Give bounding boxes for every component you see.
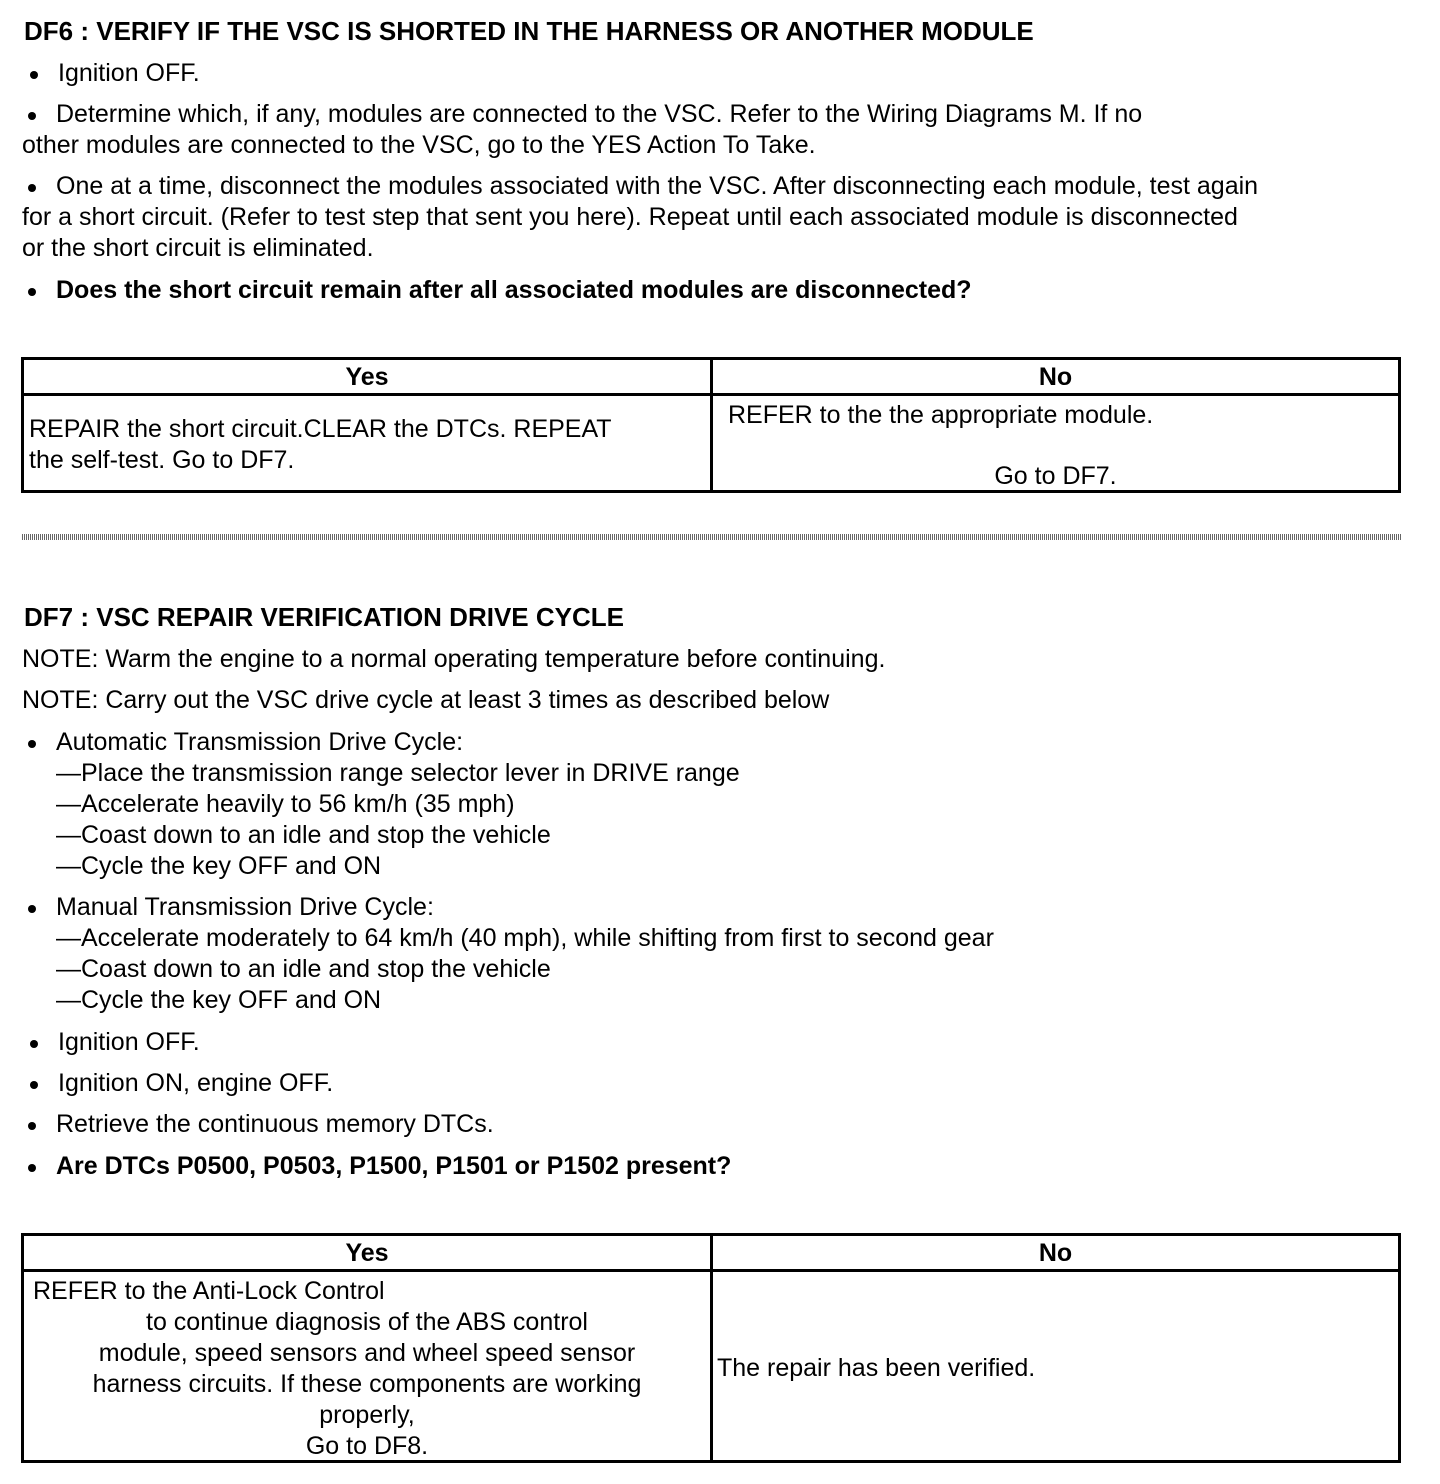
df7-yes-text-l5: properly, [319, 1401, 415, 1429]
df7-bullet-retrieve-dtcs: Retrieve the continuous memory DTCs. [56, 1110, 494, 1138]
df7-auto-step-3: —Coast down to an idle and stop the vehicle [56, 821, 551, 849]
df6-no-text-l2: Go to DF7. [994, 462, 1117, 490]
df7-manual-title: Manual Transmission Drive Cycle: [56, 893, 434, 921]
df7-no-text: The repair has been verified. [717, 1354, 1036, 1382]
df6-yes-text-l1: REPAIR the short circuit.CLEAR the DTCs. REPEAT [29, 415, 612, 443]
df6-question: Does the short circuit remain after all associated modules are disconnected? [56, 276, 972, 304]
df7-manual-step-2: —Coast down to an idle and stop the vehicle [56, 955, 551, 983]
df7-yes-text-l6: Go to DF8. [305, 1432, 429, 1460]
df7-question: Are DTCs P0500, P0503, P1500, P1501 or P1502 present? [56, 1152, 732, 1180]
df6-title: DF6 : VERIFY IF THE VSC IS SHORTED IN THE HARNESS OR ANOTHER MODULE [24, 16, 1034, 46]
df6-bullet-disconnect-l3: or the short circuit is eliminated. [22, 234, 374, 262]
df6-bullet-ignition-off: Ignition OFF. [58, 59, 200, 87]
df7-auto-step-1: —Place the transmission range selector lever in DRIVE range [56, 759, 740, 787]
df7-yes-text-l2: to continue diagnosis of the ABS control [146, 1308, 588, 1336]
df6-bullet-determine-l2: other modules are connected to the VSC, go to the YES Action To Take. [22, 131, 816, 159]
section-divider [22, 534, 1402, 540]
df7-note-warm-engine: NOTE: Warm the engine to a normal operating temperature before continuing. [22, 645, 886, 673]
df7-title: DF7 : VSC REPAIR VERIFICATION DRIVE CYCLE [24, 602, 624, 632]
df6-bullet-disconnect-l2: for a short circuit. (Refer to test step that sent you here). Repeat until each associated module is disconnected [22, 203, 1238, 231]
df7-manual-step-3: —Cycle the key OFF and ON [56, 986, 382, 1014]
df7-no-header: No [1038, 1239, 1073, 1267]
df6-yes-text-l2: the self-test. Go to DF7. [29, 446, 295, 474]
df7-yes-text-l3: module, speed sensors and wheel speed sensor [98, 1339, 636, 1367]
df6-no-header: No [1038, 363, 1073, 391]
df7-bullet-ignition-on: Ignition ON, engine OFF. [58, 1069, 334, 1097]
df7-yes-text-l4: harness circuits. If these components are working [92, 1370, 642, 1398]
df7-auto-step-2: —Accelerate heavily to 56 km/h (35 mph) [56, 790, 515, 818]
df7-bullet-ignition-off: Ignition OFF. [58, 1028, 200, 1056]
df7-note-drive-cycle: NOTE: Carry out the VSC drive cycle at least 3 times as described below [22, 686, 830, 714]
df7-yes-header: Yes [345, 1239, 389, 1267]
df7-yes-text-l1: REFER to the Anti-Lock Control [33, 1277, 385, 1305]
df7-action-table [21, 1233, 1401, 1463]
df7-auto-step-4: —Cycle the key OFF and ON [56, 852, 382, 880]
df7-table-divider [710, 1236, 713, 1460]
df7-manual-step-1: —Accelerate moderately to 64 km/h (40 mph), while shifting from first to second gear [56, 924, 994, 952]
df6-yes-header: Yes [345, 363, 389, 391]
df6-action-table [21, 357, 1401, 493]
df7-auto-title: Automatic Transmission Drive Cycle: [56, 728, 464, 756]
df6-no-text-l1: REFER to the the appropriate module. [728, 401, 1154, 429]
df6-bullet-disconnect-l1: One at a time, disconnect the modules associated with the VSC. After disconnecting each module, test again [56, 172, 1259, 200]
df6-bullet-determine-l1: Determine which, if any, modules are connected to the VSC. Refer to the Wiring Diagrams M. If no [56, 100, 1143, 128]
